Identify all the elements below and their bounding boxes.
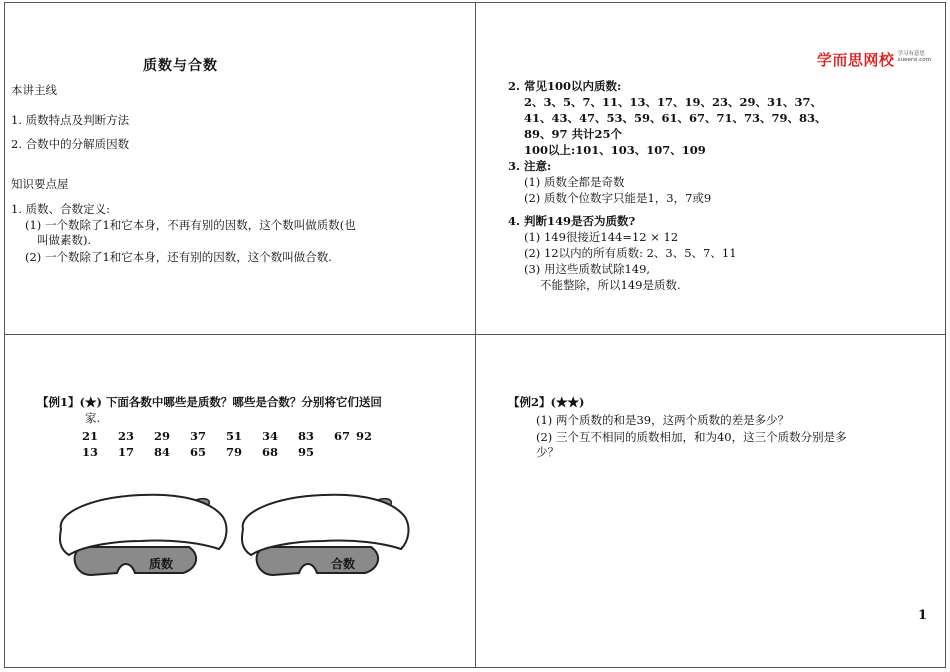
- outline-item-1: 1. 质数特点及判断方法: [11, 113, 130, 127]
- number: 13: [82, 445, 99, 459]
- number: 68: [262, 445, 279, 459]
- question-conclusion: 不能整除，所以149是质数.: [540, 278, 681, 292]
- numbers-row-2: [82, 445, 334, 459]
- definition-prime-line1: (1) 一个数除了1和它本身，不再有别的因数，这个数叫做质数(也: [25, 218, 356, 232]
- question-step-3: (3) 用这些质数试除149,: [524, 262, 651, 276]
- slide-2: [475, 2, 946, 335]
- number: 37: [190, 429, 207, 443]
- number: 67: [334, 429, 351, 443]
- question-step-1: (1) 149很接近144=12 × 12: [524, 230, 679, 244]
- xueersi-logo: 学而思网校 学习有意思 xueersi.com: [816, 51, 931, 69]
- primes-heading: 2. 常见100以内质数:: [508, 79, 622, 93]
- example2-label: 【例2】(★★): [508, 395, 585, 409]
- page-title: 质数与合数: [143, 58, 218, 74]
- example2-question-1: (1) 两个质数的和是39，这两个质数的差是多少？: [536, 413, 790, 427]
- number: 83: [298, 429, 315, 443]
- number: 95: [298, 445, 315, 459]
- number: 29: [154, 429, 171, 443]
- number: 51: [226, 429, 243, 443]
- composite-house-label: 合数: [330, 557, 356, 571]
- notes-heading: 3. 注意:: [508, 159, 552, 173]
- primes-line-2: 41、43、47、53、59、61、67、71、73、79、83、: [524, 111, 827, 125]
- number: 65: [190, 445, 207, 459]
- number: 21: [82, 429, 99, 443]
- definition-prime-line2: 叫做素数).: [37, 233, 92, 247]
- example1-label-cont: 家.: [85, 411, 101, 425]
- number: 92: [356, 429, 373, 443]
- numbers-row-1: [82, 429, 392, 443]
- prime-house-illustration: [51, 485, 231, 585]
- composite-house-illustration: [233, 485, 413, 585]
- number: 23: [118, 429, 135, 443]
- slide-4: [475, 334, 946, 668]
- number: 79: [226, 445, 243, 459]
- primes-line-1: 2、3、5、7、11、13、17、19、23、29、31、37、: [524, 95, 823, 109]
- definition-composite: (2) 一个数除了1和它本身，还有别的因数，这个数叫做合数.: [25, 250, 332, 264]
- example1-label: 【例1】(★) 下面各数中哪些是质数？哪些是合数？分别将它们送回: [37, 395, 382, 409]
- knowledge-heading: 知识要点屋: [11, 177, 69, 191]
- example2-question-2-line2: 少？: [536, 445, 559, 459]
- question-heading: 4. 判断149是否为质数?: [508, 214, 636, 228]
- note-1: (1) 质数全都是奇数: [524, 175, 625, 189]
- number: 84: [154, 445, 171, 459]
- outline-item-2: 2. 合数中的分解质因数: [11, 137, 130, 151]
- note-2: (2) 质数个位数字只能是1，3，7或9: [524, 191, 712, 205]
- slide-1: [4, 2, 476, 335]
- primes-line-4: 100以上:101、103、107、109: [524, 143, 706, 157]
- primes-line-3: 89、97 共计25个: [524, 127, 623, 141]
- prime-house-label: 质数: [148, 557, 174, 571]
- number: 34: [262, 429, 279, 443]
- slide-3: [4, 334, 476, 668]
- question-step-2: (2) 12以内的所有质数: 2、3、5、7、11: [524, 246, 737, 260]
- example2-question-2-line1: (2) 三个互不相同的质数相加，和为40，这三个质数分别是多: [536, 430, 847, 444]
- number: 17: [118, 445, 135, 459]
- definition-heading: 1. 质数、合数定义:: [11, 202, 111, 216]
- page-number: 1: [917, 608, 927, 623]
- outline-heading: 本讲主线: [11, 83, 57, 97]
